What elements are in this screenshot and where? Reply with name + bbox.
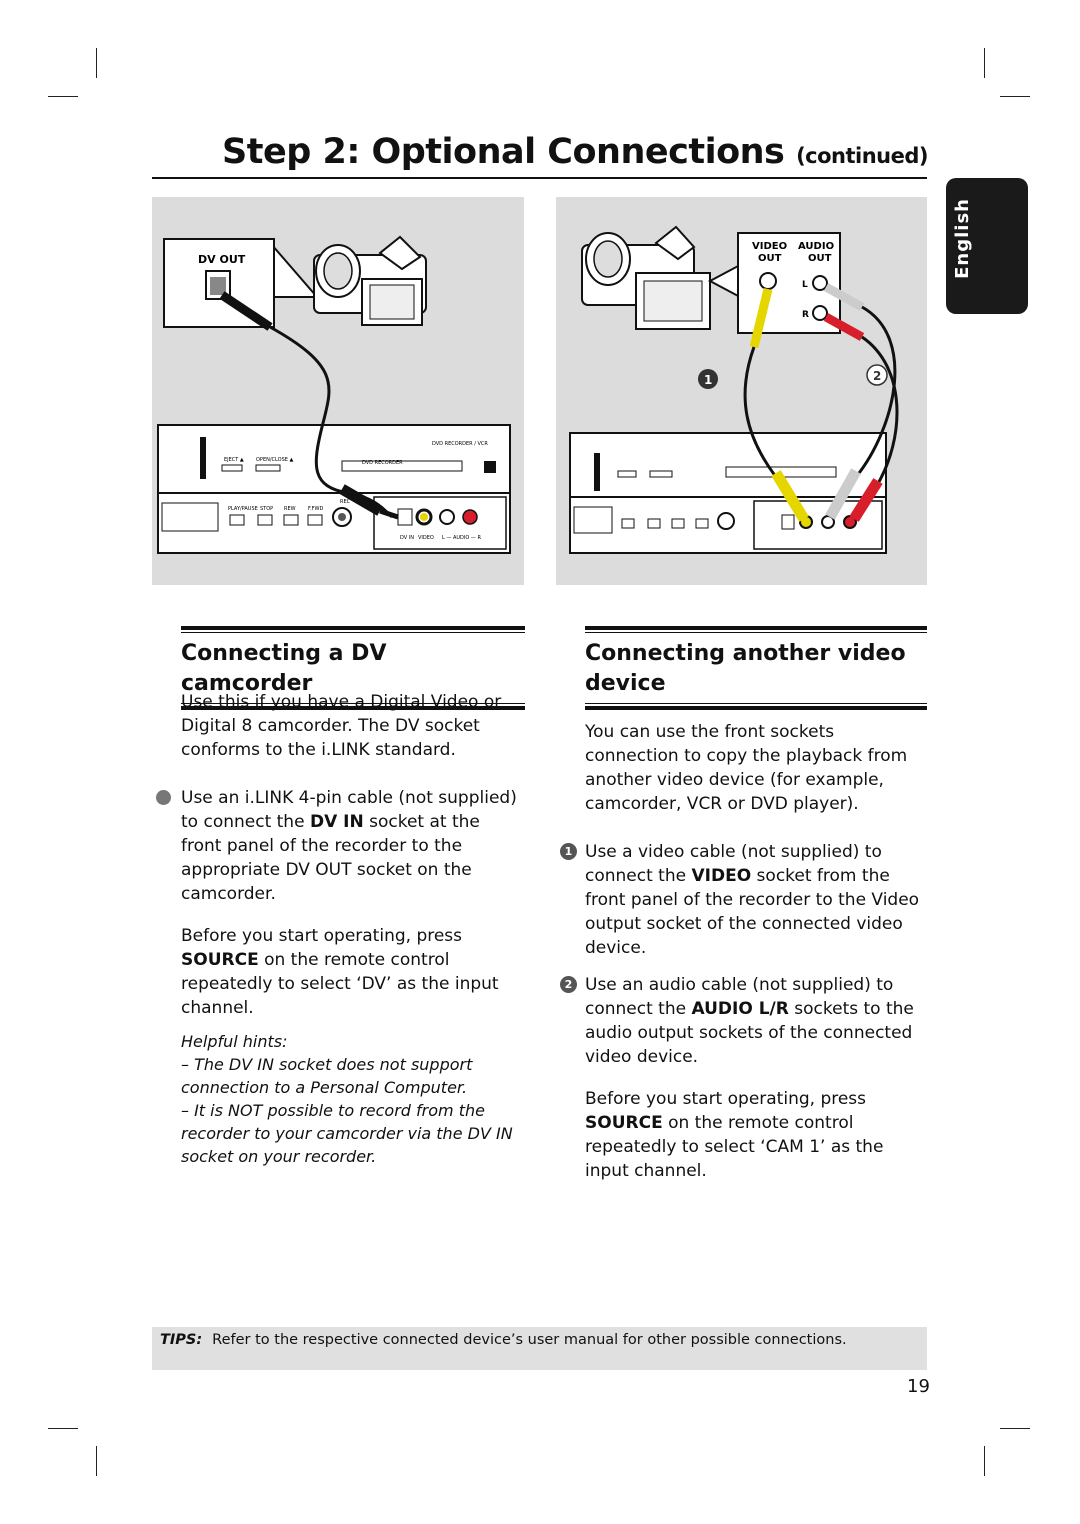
video-device-figure [556, 197, 927, 585]
callout-r-label: R [802, 310, 809, 320]
model-label: DVD RECORDER / VCR [432, 441, 488, 447]
page-title [222, 132, 928, 172]
video-label: VIDEO [418, 535, 434, 541]
crop-mark [984, 48, 985, 78]
ffwd-label: F.FWD [308, 506, 324, 512]
dv-section-body [181, 690, 525, 1168]
title-rule [152, 177, 927, 179]
crop-mark [1000, 1428, 1030, 1429]
dvd-recorder-label: DVD RECORDER [362, 460, 403, 466]
dv-before-text: Before you start operating, press SOURCE on the remote control repeatedly to select ‘DV’ as the input channel. [181, 926, 499, 1018]
page-title-continued: (continued) [796, 144, 928, 168]
video-step-1-text: Use a video cable (not supplied) to connect the VIDEO socket from the front panel of the recorder to the Video output socket of the connected video device. [585, 842, 920, 958]
video-step-1 [564, 840, 927, 960]
dv-step [181, 786, 525, 906]
video-step-2-text: Use an audio cable (not supplied) to connect the AUDIO L/R sockets to the audio output sockets of the connected video device. [585, 975, 914, 1067]
bullet-icon [156, 790, 171, 805]
callout-number-1 [698, 369, 718, 389]
tips-text: Refer to the respective connected device’s user manual for other possible connections. [212, 1332, 847, 1348]
callout-video-out-label: OUT [758, 253, 782, 264]
dv-intro: Use this if you have a Digital Video or Digital 8 camcorder. The DV socket conforms to the i.LINK standard. [181, 692, 502, 760]
callout-number-1-label: 1 [704, 373, 713, 387]
open-close-label: OPEN/CLOSE ▲ [256, 457, 294, 463]
video-before-text: Before you start operating, press SOURCE on the remote control repeatedly to select ‘CAM 1’ as the input channel. [585, 1089, 884, 1181]
crop-mark [96, 1446, 97, 1476]
callout-video-label: VIDEO [752, 241, 788, 252]
video-step-2 [564, 973, 927, 1069]
dv-out-label: DV OUT [198, 253, 246, 266]
crop-mark [48, 96, 78, 97]
dv-out-callout [164, 239, 317, 327]
av-out-callout [710, 233, 840, 333]
dv-step-text: Use an i.LINK 4-pin cable (not supplied) to connect the DV IN socket at the front panel of the recorder to the appropriate DV OUT socket on the camcorder. [181, 788, 517, 904]
callout-audio-out-label: OUT [808, 253, 832, 264]
dv-in-label: DV IN [400, 535, 414, 541]
video-section-body [564, 720, 927, 1183]
crop-mark [96, 48, 97, 78]
hints-title: Helpful hints: [181, 1032, 288, 1051]
section-title-video: Connecting another video device [585, 641, 906, 696]
section-title-dv: Connecting a DV camcorder [181, 641, 387, 696]
callout-l-label: L [802, 280, 808, 290]
crop-mark [1000, 96, 1030, 97]
dv-camcorder-figure [152, 197, 524, 585]
play-pause-label: PLAY/PAUSE [228, 506, 258, 512]
video-intro: You can use the front sockets connection to copy the playback from another video device (for example, camcorder, VCR or DVD player). [585, 722, 908, 814]
page-number: 19 [907, 1376, 930, 1397]
language-tab [946, 178, 1028, 314]
rec-label: REC [340, 499, 351, 505]
step-number-2: 2 [560, 976, 577, 993]
hint-1: – The DV IN socket does not support connection to a Personal Computer. [181, 1055, 473, 1097]
page-title-main: Step 2: Optional Connections [222, 132, 785, 172]
tips-label: TIPS: [160, 1332, 203, 1348]
audio-label: L — AUDIO — R [442, 535, 481, 541]
camcorder-icon [582, 227, 710, 329]
tips-box [152, 1327, 927, 1370]
language-tab-label: English [952, 198, 973, 279]
section-heading-video [585, 626, 927, 710]
stop-label: STOP [260, 506, 274, 512]
eject-label: EJECT ▲ [224, 457, 244, 463]
camcorder-icon [314, 237, 426, 325]
crop-mark [48, 1428, 78, 1429]
callout-number-2 [867, 365, 887, 385]
hint-2: – It is NOT possible to record from the recorder to your camcorder via the DV IN socket on your recorder. [181, 1101, 513, 1166]
callout-number-2-label: 2 [873, 369, 882, 383]
rew-label: REW [284, 506, 296, 512]
callout-audio-label: AUDIO [798, 241, 835, 252]
crop-mark [984, 1446, 985, 1476]
step-number-1: 1 [560, 843, 577, 860]
